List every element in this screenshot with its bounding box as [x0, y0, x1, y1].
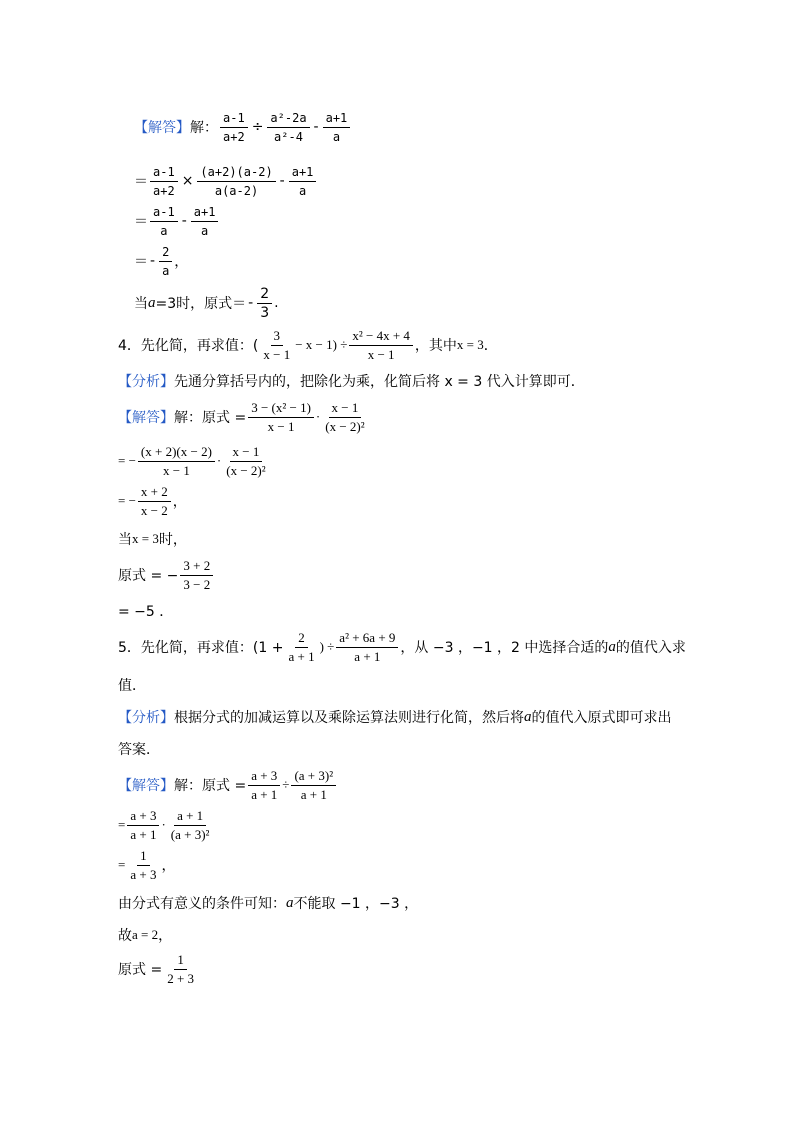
fraction: $\frac{2}{a}$ [159, 244, 172, 279]
question-5-answer-6: 原式 = $\frac{1}{2 + 3}$ [118, 954, 199, 984]
fraction: $\frac{\text{a²-2a}}{\text{a²-4}}$ [267, 110, 309, 145]
question-4-answer-3: = − $\frac{x + 2}{x - 2}$ ， [118, 483, 187, 518]
question-5-answer-5: 故 a = 2 ， [118, 927, 173, 944]
question-5-stem: 5．先化简，再求值：(1 + $\frac{2}{a + 1}$ ) ÷ $\frac{\text{a² + 6a + 9}}{a + 1}$ ，从 −3 ，−1 ，2 中选择合适的 a 的值代入求 [118, 629, 686, 664]
fraction: $\frac{\text{x² − 4x + 4}}{x - 1}$ [349, 328, 413, 363]
fraction: $\frac{a-1}{a}$ [150, 204, 178, 239]
question-5-answer-2: = $\frac{a + 3}{a + 1}$ · $\frac{a + 1}{\text{(a + 3)²}}$ [118, 810, 214, 840]
fraction: $\frac{2}{3}$ [257, 286, 272, 321]
fraction: $\frac{a-1}{a+2}$ [150, 164, 178, 199]
analysis-tag: 【分析】 [118, 374, 174, 390]
fraction: $\frac{a + 3}{a + 1}$ [248, 768, 280, 803]
question-5-stem-2: 值． [118, 678, 146, 694]
answer-line-a4: ＝ - $\frac{2}{a}$ ， [134, 244, 189, 278]
question-4-answer-4: 当 x = 3 时， [118, 531, 187, 548]
fraction: $\frac{3 + 2}{3 - 2}$ [180, 558, 213, 593]
answer-tag: 【解答】 [118, 778, 174, 794]
fraction: $\frac{(x + 2)(x - 2)}{x - 1}$ [138, 444, 215, 479]
fraction: $\frac{3}{x - 1}$ [263, 327, 291, 362]
fraction: $\frac{\text{a² + 6a + 9}}{a + 1}$ [336, 630, 398, 665]
fraction: $\frac{a+1}{a}$ [289, 164, 317, 199]
solution-label: 解： [190, 120, 218, 136]
fraction: $\frac{a-1}{a+2}$ [220, 110, 248, 145]
fraction: $\frac{(a+2)(a-2)}{a(a-2)}$ [197, 164, 275, 199]
answer-line-a2: ＝ $\frac{a-1}{a+2}$ × $\frac{(a+2)(a-2)}{a(a-2)}$ - $\frac{a+1}{a}$ [134, 166, 318, 196]
question-4-answer-6: = −5 ． [118, 604, 174, 620]
fraction: $\frac{x - 1}{\text{(x − 2)²}}$ [325, 399, 365, 434]
question-5-answer-3: = $\frac{1}{a + 3}$ ， [118, 847, 176, 882]
fraction: $\frac{x + 2}{x - 2}$ [138, 484, 171, 519]
analysis-tag: 【分析】 [118, 710, 174, 726]
question-5-answer-1: 【解答】 解：原式 = $\frac{a + 3}{a + 1}$ ÷ $\frac{\text{(a + 3)²}}{a + 1}$ [118, 770, 338, 800]
question-5-analysis-2: 答案． [118, 742, 160, 758]
fraction: $\frac{\text{3 − (x² − 1)}}{x - 1}$ [248, 400, 314, 435]
question-4-analysis: 【分析】 先通分算括号内的，把除化为乘，化简后将 x = 3 代入计算即可． [118, 366, 585, 396]
question-5-analysis: 【分析】 根据分式的加减运算以及乘除运算法则进行化简，然后将 a 的值代入原式即可求出 [118, 708, 672, 726]
question-5-answer-4: 由分式有意义的条件可知： a 不能取 −1 ，−3 ， [118, 894, 419, 912]
fraction: $\frac{a + 3}{a + 1}$ [127, 808, 159, 843]
fraction: $\frac{2}{a + 1}$ [288, 629, 315, 664]
fraction: $\frac{a + 1}{\text{(a + 3)²}}$ [170, 807, 210, 842]
question-4-answer-5: 原式 = − $\frac{3 + 2}{3 - 2}$ [118, 560, 215, 590]
answer-line-a1: 【解答】 解： $\frac{a-1}{a+2}$ ÷ $\frac{\text{a²-2a}}{\text{a²-4}}$ - $\frac{a+1}{a}$ [134, 112, 352, 142]
question-4-stem: 4．先化简，再求值：( $\frac{3}{x - 1}$ − x − 1) ÷ $\frac{\text{x² − 4x + 4}}{x - 1}$ ，其中 x = 3 ． [118, 327, 498, 362]
question-4-answer-1: 【解答】 解：原式 = $\frac{\text{3 − (x² − 1)}}{x - 1}$ · $\frac{x - 1}{\text{(x − 2)²}}$ [118, 402, 370, 432]
answer-tag: 【解答】 [118, 410, 174, 426]
answer-line-a3: ＝ $\frac{a-1}{a}$ - $\frac{a+1}{a}$ [134, 206, 220, 236]
fraction: $\frac{x - 1}{\text{(x − 2)²}}$ [226, 443, 266, 478]
answer-tag: 【解答】 [134, 120, 190, 136]
answer-line-a5: 当 a =3时，原式＝ - $\frac{2}{3}$ . [134, 285, 279, 321]
fraction: $\frac{\text{(a + 3)²}}{a + 1}$ [291, 768, 336, 803]
fraction: $\frac{1}{a + 3}$ [130, 847, 157, 882]
fraction: $\frac{1}{2 + 3}$ [167, 951, 195, 986]
question-4-answer-2: = − $\frac{(x + 2)(x - 2)}{x - 1}$ · $\frac{x - 1}{\text{(x − 2)²}}$ [118, 446, 271, 476]
fraction: $\frac{a+1}{a}$ [191, 204, 219, 239]
fraction: $\frac{a+1}{a}$ [323, 110, 351, 145]
